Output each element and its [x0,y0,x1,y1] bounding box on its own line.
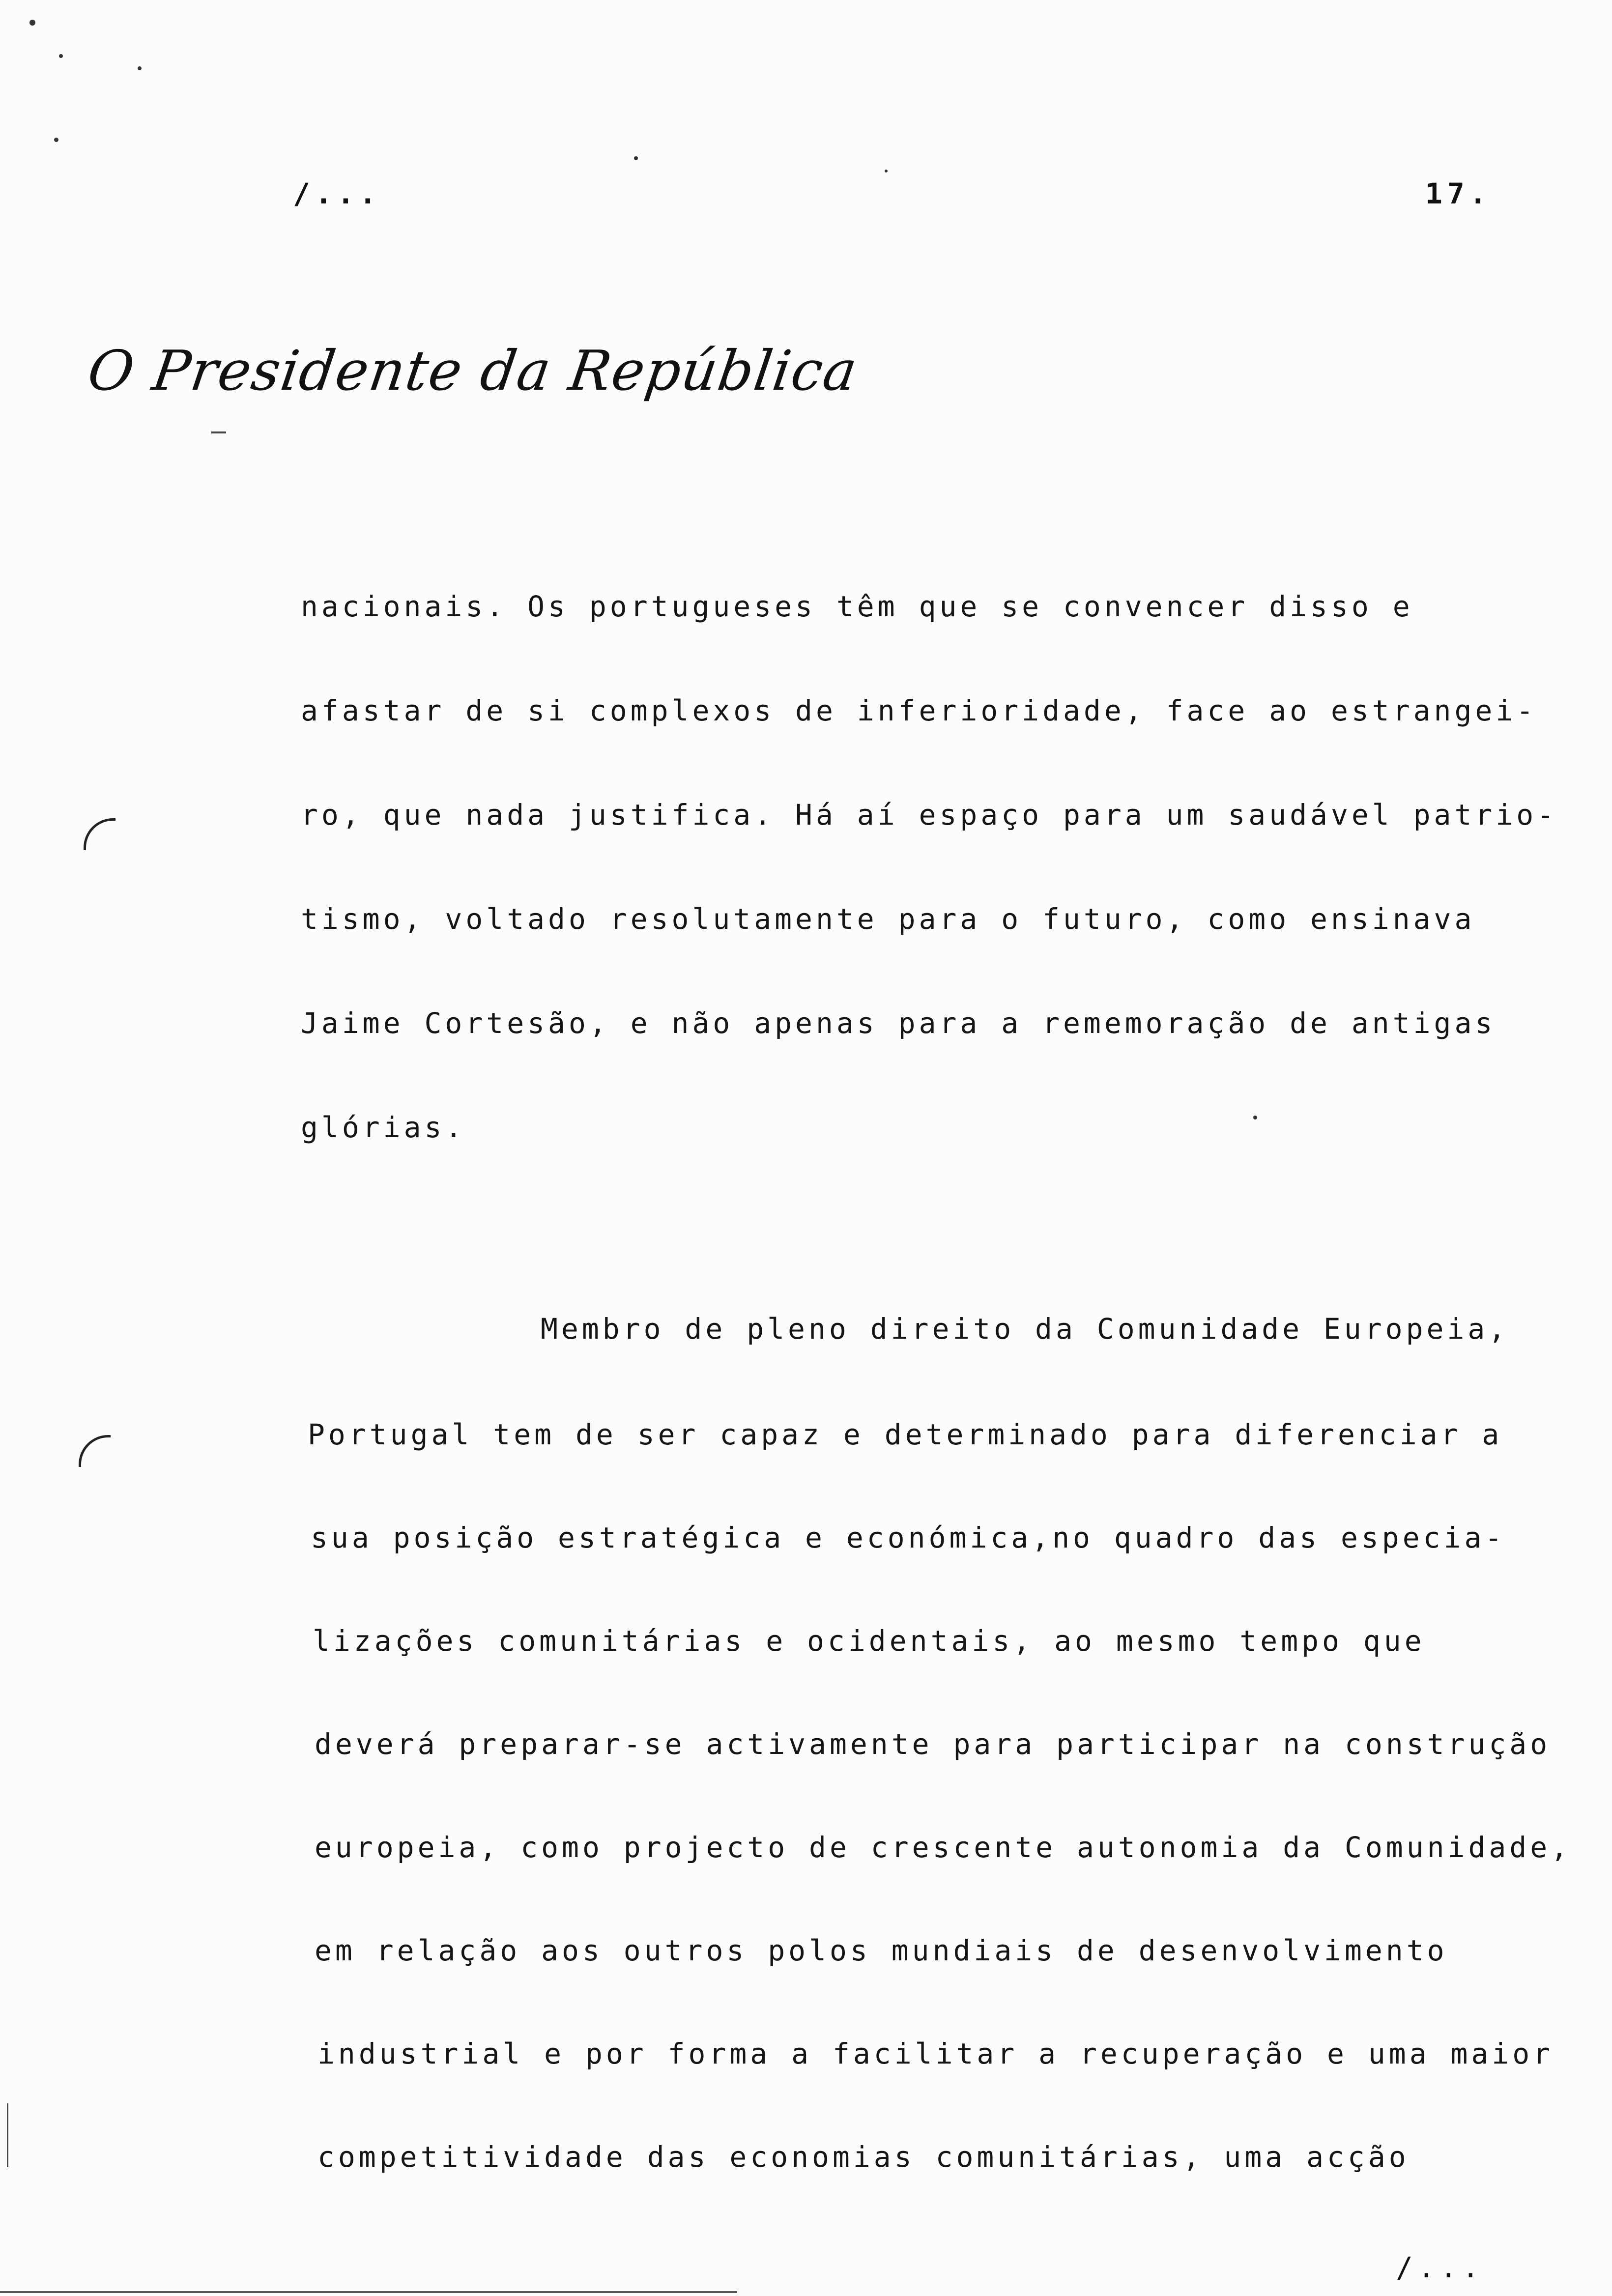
scan-speck [1253,1116,1257,1119]
paragraph-1-line-1: nacionais. Os portugueses têm que se convencer disso e [301,590,1413,623]
scan-speck [138,66,142,70]
margin-rule [7,2103,8,2167]
paragraph-1-line-4: tismo, voltado resolutamente para o futuro, como ensinava [301,902,1475,936]
paragraph-2-line-6: europeia, como projecto de crescente autonomia da Comunidade, [315,1831,1572,1864]
paragraph-2-line-7: em relação aos outros polos mundiais de desenvolvimento [315,1934,1448,1967]
page-number: 17. [1425,177,1492,210]
letterhead-underline [211,431,226,433]
paragraph-2-line-8: industrial e por forma a facilitar a recuperação e uma maior [317,2037,1554,2070]
bottom-rule [0,2291,737,2293]
scan-speck [59,54,63,58]
letterhead: O Presidente da República [84,339,862,403]
scan-speck [29,20,35,26]
paragraph-2-line-1: Membro de pleno direito da Comunidade Europeia, [541,1312,1509,1346]
paragraph-2-line-5: deverá preparar-se activamente para participar na construção [315,1727,1551,1761]
paragraph-1-line-3: ro, que nada justifica. Há aí espaço para um saudável patrio- [301,798,1558,832]
scan-speck [634,156,638,160]
header-continuation-mark: /... [293,177,381,210]
scan-speck [54,138,58,142]
paragraph-2-line-3: sua posição estratégica e económica,no quadro das especia- [311,1521,1506,1554]
paragraph-1-line-5: Jaime Cortesão, e não apenas para a rememoração de antigas [301,1006,1496,1040]
footer-continuation-mark: /... [1396,2251,1484,2284]
scan-speck [885,170,888,172]
margin-mark [84,818,115,850]
paragraph-1-line-2: afastar de si complexos de inferioridade, face ao estrangei- [301,694,1537,727]
paragraph-1-line-6: glórias. [301,1111,466,1144]
margin-mark [79,1435,111,1467]
paragraph-2-line-4: lizações comunitárias e ocidentais, ao mesmo tempo que [313,1624,1425,1658]
paragraph-2-line-2: Portugal tem de ser capaz e determinado para diferenciar a [308,1418,1503,1451]
paragraph-2-line-9: competitividade das economias comunitárias, uma acção [317,2140,1410,2174]
